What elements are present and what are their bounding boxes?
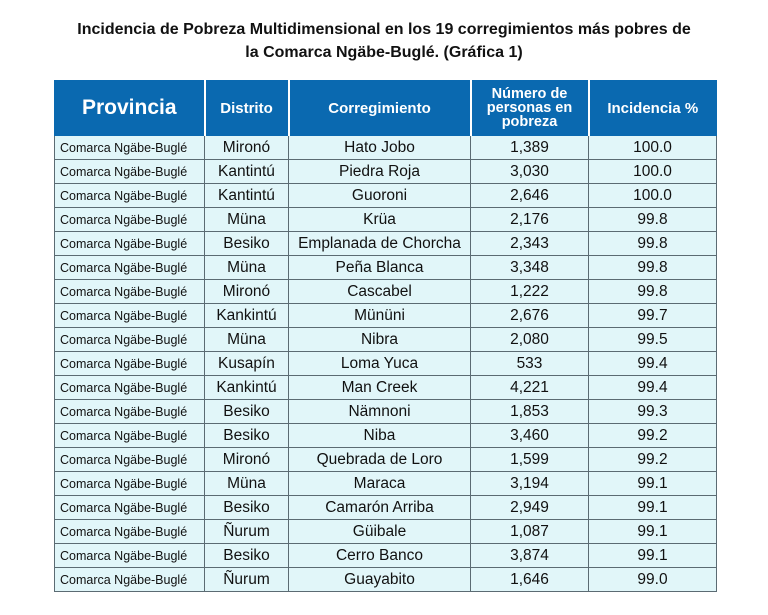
header-distrito: Distrito [205, 81, 289, 136]
cell-distrito: Kankintú [205, 376, 289, 400]
cell-provincia: Comarca Ngäbe-Buglé [55, 304, 205, 328]
cell-corregimiento: Nämnoni [289, 400, 471, 424]
cell-personas: 2,676 [471, 304, 589, 328]
cell-personas: 3,874 [471, 544, 589, 568]
cell-provincia: Comarca Ngäbe-Buglé [55, 424, 205, 448]
cell-corregimiento: Maraca [289, 472, 471, 496]
cell-corregimiento: Peña Blanca [289, 256, 471, 280]
table-row [55, 208, 717, 232]
table-row [55, 448, 717, 472]
cell-provincia: Comarca Ngäbe-Buglé [55, 520, 205, 544]
cell-personas: 3,348 [471, 256, 589, 280]
cell-corregimiento: Güibale [289, 520, 471, 544]
cell-personas: 2,080 [471, 328, 589, 352]
cell-personas: 2,343 [471, 232, 589, 256]
cell-personas: 2,176 [471, 208, 589, 232]
cell-distrito: Besiko [205, 424, 289, 448]
cell-corregimiento: Cerro Banco [289, 544, 471, 568]
table-body [55, 136, 717, 592]
cell-corregimiento: Niba [289, 424, 471, 448]
cell-corregimiento: Camarón Arriba [289, 496, 471, 520]
cell-distrito: Mironó [205, 280, 289, 304]
cell-incidencia: 100.0 [589, 136, 717, 160]
cell-incidencia: 99.8 [589, 280, 717, 304]
cell-personas: 2,646 [471, 184, 589, 208]
cell-corregimiento: Emplanada de Chorcha [289, 232, 471, 256]
table-row [55, 496, 717, 520]
table-row [55, 160, 717, 184]
cell-incidencia: 99.0 [589, 568, 717, 592]
table-row [55, 328, 717, 352]
cell-corregimiento: Piedra Roja [289, 160, 471, 184]
cell-incidencia: 99.7 [589, 304, 717, 328]
cell-distrito: Besiko [205, 400, 289, 424]
cell-distrito: Ñurum [205, 520, 289, 544]
document-title [20, 18, 748, 64]
cell-corregimiento: Cascabel [289, 280, 471, 304]
cell-distrito: Besiko [205, 544, 289, 568]
cell-incidencia: 100.0 [589, 184, 717, 208]
cell-distrito: Müna [205, 208, 289, 232]
cell-personas: 1,087 [471, 520, 589, 544]
header-row [55, 81, 717, 136]
cell-incidencia: 99.3 [589, 400, 717, 424]
table-row [55, 424, 717, 448]
table-row [55, 544, 717, 568]
cell-personas: 3,460 [471, 424, 589, 448]
cell-corregimiento: Krüa [289, 208, 471, 232]
table-row [55, 184, 717, 208]
cell-provincia: Comarca Ngäbe-Buglé [55, 472, 205, 496]
cell-provincia: Comarca Ngäbe-Buglé [55, 160, 205, 184]
cell-provincia: Comarca Ngäbe-Buglé [55, 448, 205, 472]
cell-distrito: Müna [205, 328, 289, 352]
header-personas-line-1: Número de [491, 86, 568, 102]
cell-corregimiento: Quebrada de Loro [289, 448, 471, 472]
cell-distrito: Kusapín [205, 352, 289, 376]
cell-provincia: Comarca Ngäbe-Buglé [55, 208, 205, 232]
table-row [55, 400, 717, 424]
cell-provincia: Comarca Ngäbe-Buglé [55, 328, 205, 352]
cell-personas: 1,599 [471, 448, 589, 472]
table-row [55, 472, 717, 496]
cell-provincia: Comarca Ngäbe-Buglé [55, 496, 205, 520]
cell-incidencia: 100.0 [589, 160, 717, 184]
cell-provincia: Comarca Ngäbe-Buglé [55, 400, 205, 424]
table-row [55, 520, 717, 544]
header-incidencia: Incidencia % [589, 81, 717, 136]
cell-corregimiento: Man Creek [289, 376, 471, 400]
cell-personas: 1,646 [471, 568, 589, 592]
cell-personas: 1,222 [471, 280, 589, 304]
cell-incidencia: 99.2 [589, 448, 717, 472]
cell-incidencia: 99.1 [589, 520, 717, 544]
cell-incidencia: 99.8 [589, 256, 717, 280]
cell-distrito: Müna [205, 472, 289, 496]
table-row [55, 136, 717, 160]
table-row [55, 376, 717, 400]
cell-corregimiento: Loma Yuca [289, 352, 471, 376]
cell-distrito: Besiko [205, 496, 289, 520]
table-row [55, 280, 717, 304]
cell-personas: 3,194 [471, 472, 589, 496]
cell-distrito: Kantintú [205, 184, 289, 208]
cell-personas: 2,949 [471, 496, 589, 520]
cell-personas: 533 [471, 352, 589, 376]
cell-incidencia: 99.8 [589, 208, 717, 232]
table-row [55, 352, 717, 376]
cell-corregimiento: Guoroni [289, 184, 471, 208]
header-personas [471, 81, 589, 136]
cell-corregimiento: Hato Jobo [289, 136, 471, 160]
cell-incidencia: 99.5 [589, 328, 717, 352]
cell-personas: 3,030 [471, 160, 589, 184]
cell-incidencia: 99.8 [589, 232, 717, 256]
title-line-1: Incidencia de Pobreza Multidimensional en los 19 corregimientos más pobres de [77, 21, 691, 38]
cell-personas: 1,853 [471, 400, 589, 424]
cell-distrito: Mironó [205, 136, 289, 160]
cell-provincia: Comarca Ngäbe-Buglé [55, 256, 205, 280]
table-row [55, 568, 717, 592]
cell-incidencia: 99.1 [589, 472, 717, 496]
cell-incidencia: 99.4 [589, 376, 717, 400]
cell-provincia: Comarca Ngäbe-Buglé [55, 544, 205, 568]
cell-distrito: Müna [205, 256, 289, 280]
cell-corregimiento: Mününi [289, 304, 471, 328]
table-row [55, 232, 717, 256]
cell-provincia: Comarca Ngäbe-Buglé [55, 376, 205, 400]
title-line-2: la Comarca Ngäbe-Buglé. (Gráfica 1) [245, 44, 523, 61]
table-row [55, 256, 717, 280]
table-header [55, 81, 717, 136]
cell-distrito: Ñurum [205, 568, 289, 592]
header-provincia: Provincia [55, 81, 205, 136]
cell-distrito: Besiko [205, 232, 289, 256]
cell-incidencia: 99.1 [589, 544, 717, 568]
cell-provincia: Comarca Ngäbe-Buglé [55, 280, 205, 304]
cell-personas: 4,221 [471, 376, 589, 400]
cell-incidencia: 99.2 [589, 424, 717, 448]
cell-provincia: Comarca Ngäbe-Buglé [55, 232, 205, 256]
cell-distrito: Mironó [205, 448, 289, 472]
cell-incidencia: 99.1 [589, 496, 717, 520]
poverty-table [54, 80, 717, 592]
cell-incidencia: 99.4 [589, 352, 717, 376]
cell-provincia: Comarca Ngäbe-Buglé [55, 352, 205, 376]
cell-provincia: Comarca Ngäbe-Buglé [55, 136, 205, 160]
header-personas-line-3: pobreza [501, 114, 558, 130]
header-personas-line-2: personas en [486, 100, 573, 116]
cell-provincia: Comarca Ngäbe-Buglé [55, 184, 205, 208]
header-corregimiento: Corregimiento [289, 81, 471, 136]
cell-distrito: Kankintú [205, 304, 289, 328]
cell-distrito: Kantintú [205, 160, 289, 184]
table-row [55, 304, 717, 328]
cell-corregimiento: Guayabito [289, 568, 471, 592]
cell-provincia: Comarca Ngäbe-Buglé [55, 568, 205, 592]
cell-corregimiento: Nibra [289, 328, 471, 352]
cell-personas: 1,389 [471, 136, 589, 160]
